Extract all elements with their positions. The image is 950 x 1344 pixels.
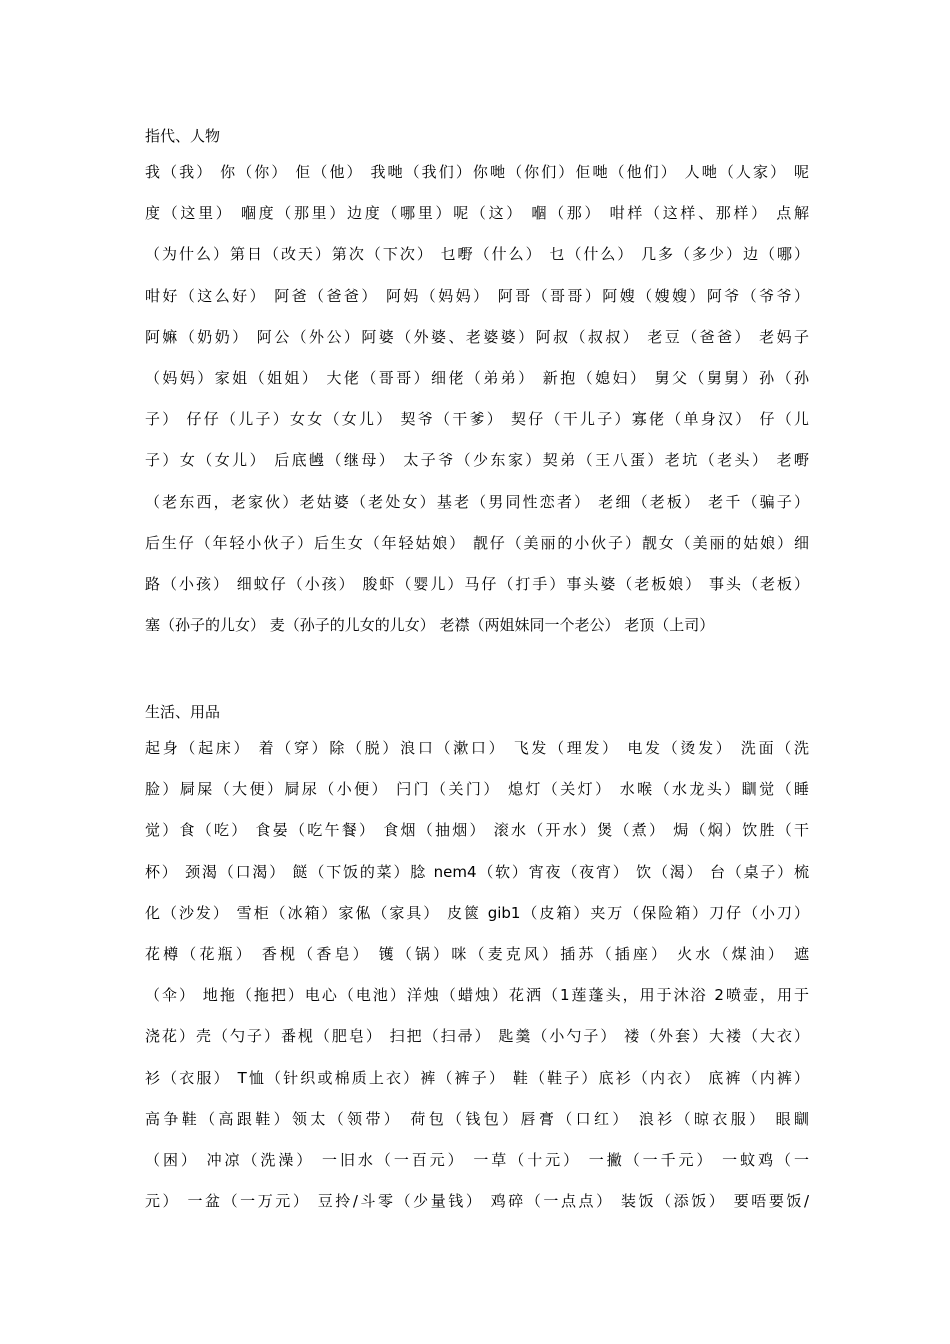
text-line: 子） 仔仔（儿子）女女（女儿） 契爷（干爹） 契仔（干儿子）寡佬（单身汉） 仔（儿 bbox=[145, 410, 809, 429]
text-line: 后生仔（年轻小伙子）后生女（年轻姑娘） 靓仔（美丽的小伙子）靓女（美丽的姑娘）细 bbox=[145, 533, 809, 552]
text-line: （伞） 地拖（拖把）电心（电池）洋烛（蜡烛）花洒（1莲蓬头，用于沐浴 2喷壶，用于 bbox=[145, 986, 809, 1005]
text-line: 脸）屙屎（大便）屙尿（小便） 闩门（关门） 熄灯（关灯） 水喉（水龙头）瞓觉（睡 bbox=[145, 780, 809, 799]
text-line: 路（小孩） 细蚊仔（小孩） 朘虾（婴儿）马仔（打手）事头婆（老板娘） 事头（老板） bbox=[145, 574, 809, 593]
section-title-daily-life: 生活、用品 bbox=[145, 703, 221, 721]
text-line: 子）女（女儿） 后底乸（继母） 太子爷（少东家）契弟（王八蛋）老坑（老头） 老嘢 bbox=[145, 451, 809, 470]
text-line: 起身（起床） 着（穿）除（脱）浪口（漱口） 飞发（理发） 电发（烫发） 洗面（洗 bbox=[145, 739, 809, 757]
section-body-daily-life bbox=[145, 728, 809, 1222]
text-line: （老东西，老家伙）老姑婆（老处女）基老（男同性恋者） 老细（老板） 老千（骗子） bbox=[145, 492, 809, 511]
section-title-people: 指代、人物 bbox=[145, 127, 221, 145]
text-line: 阿嫲（奶奶） 阿公（外公）阿婆（外婆、老婆婆）阿叔（叔叔） 老豆（爸爸） 老妈子 bbox=[145, 327, 809, 346]
text-line: 高争鞋（高跟鞋）领太（领带） 荷包（钱包）唇膏（口红） 浪衫（晾衣服） 眼瞓 bbox=[145, 1109, 809, 1128]
text-line: （为什么）第日（改天）第次（下次） 乜嘢（什么） 乜（什么） 几多（多少）边（哪） bbox=[145, 245, 809, 264]
text-line: （妈妈）家姐（姐姐） 大佬（哥哥）细佬（弟弟） 新抱（媳妇） 舅父（舅舅）孙（孙 bbox=[145, 368, 809, 387]
text-line: 浇花）壳（勺子）番枧（肥皂） 扫把（扫帚） 匙羹（小勺子） 褛（外套）大褛（大衣） bbox=[145, 1027, 809, 1046]
text-line: 我（我） 你（你） 佢（他） 我哋（我们）你哋（你们）佢哋（他们） 人哋（人家） 呢 bbox=[145, 163, 809, 181]
text-line: 元） 一盆（一万元） 豆拎/斗零（少量钱） 鸡碎（一点点） 装饭（添饭） 要唔要饭/ bbox=[145, 1192, 809, 1211]
section-body-people bbox=[145, 152, 809, 646]
text-line: 觉）食（吃） 食晏（吃午餐） 食烟（抽烟） 滚水（开水）煲（煮） 焗（焖）饮胜（干 bbox=[145, 821, 809, 840]
text-line: 杯） 颈渴（口渴） 餸（下饭的菜）腍 nem4（软）宵夜（夜宵） 饮（渴） 台（桌子）梳 bbox=[145, 862, 809, 881]
text-line: 花樽（花瓶） 香枧（香皂） 镬（锅）咪（麦克风）插苏（插座） 火水（煤油） 遮 bbox=[145, 944, 809, 963]
text-line: 度（这里） 嗰度（那里）边度（哪里）呢（这） 嗰（那） 咁样（这样、那样） 点解 bbox=[145, 204, 809, 223]
text-line: 衫（衣服） T恤（针织或棉质上衣）裤（裤子） 鞋（鞋子）底衫（内衣） 底裤（内裤） bbox=[145, 1068, 809, 1087]
text-line: 化（沙发） 雪柜（冰箱）家俬（家具） 皮篋 gib1（皮箱）夹万（保险箱）刀仔（小刀） bbox=[145, 903, 809, 922]
text-line: （困） 冲凉（洗澡） 一旧水（一百元） 一草（十元） 一撇（一千元） 一蚊鸡（一 bbox=[145, 1150, 809, 1169]
text-line: 塞（孙子的儿女） 麦（孙子的儿女的儿女） 老襟（两姐妹同一个老公） 老顶（上司） bbox=[145, 616, 715, 635]
text-line: 咁好（这么好） 阿爸（爸爸） 阿妈（妈妈） 阿哥（哥哥）阿嫂（嫂嫂）阿爷（爷爷） bbox=[145, 286, 809, 305]
